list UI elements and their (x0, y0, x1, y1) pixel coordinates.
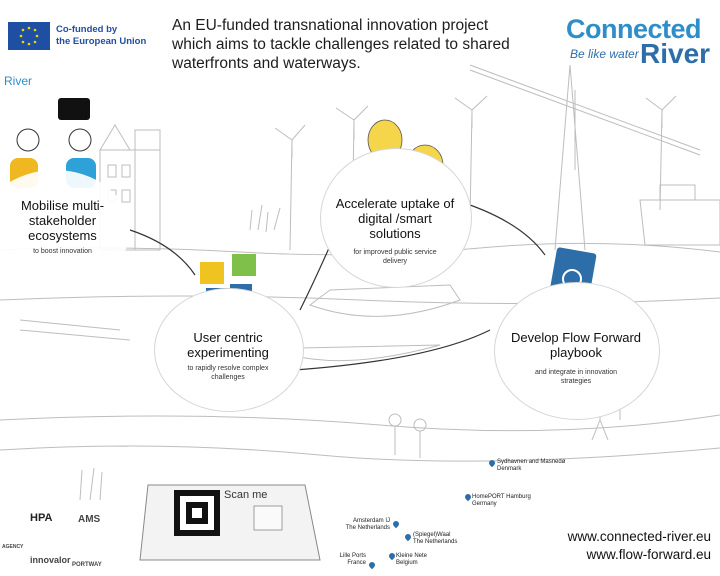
step-experimenting-title: User centric experimenting (187, 330, 269, 360)
step-mobilise-subtitle: to boost innovation (33, 248, 92, 255)
partner-logo-portway: PORTWAY (72, 562, 102, 568)
url-connected-river[interactable]: www.connected-river.eu (567, 529, 711, 544)
logo-word-connected: Connected (566, 14, 702, 44)
partner-logo-agency: AGENCY (2, 544, 24, 550)
location-sydhavnen: Sydhavnen and Masnedø Denmark (497, 459, 566, 472)
location-kleine-nete: Kleine Nete Belgium (396, 553, 428, 566)
logo-tagline: Be like water (570, 47, 639, 61)
location-amsterdam: Amsterdam IJ The Netherlands (345, 518, 390, 531)
eu-funding-line1: Co-funded by (56, 24, 118, 35)
partner-logo-innovalor: innovalor (30, 555, 71, 565)
step-experimenting-subtitle: to rapidly resolve complex challenges (187, 365, 269, 381)
scan-me-label: Scan me (224, 489, 268, 501)
step-accelerate-title: Accelerate uptake of digital /smart solutions (335, 196, 455, 241)
location-hamburg: HomePORT Hamburg Germany (472, 494, 531, 507)
logo-word-river: River (640, 38, 711, 69)
eu-funding-line2: the European Union (56, 36, 147, 47)
partner-logo-hpa: HPA (30, 512, 53, 524)
qr-code[interactable] (174, 490, 220, 536)
side-river-label: River (4, 74, 33, 88)
footer-links (531, 528, 711, 564)
url-flow-forward[interactable]: www.flow-forward.eu (586, 547, 711, 562)
location-waal: (Spiegel)Waal The Netherlands (413, 532, 458, 545)
step-playbook-title: Develop Flow Forward playbook (510, 330, 642, 360)
step-mobilise-title: Mobilise multi-stakeholder ecosystems (20, 198, 105, 243)
step-playbook-subtitle: and integrate in innovation strategies (534, 369, 618, 385)
project-intro: An EU-funded transnational innovation project which aims to tackle challenges related to shared waterfronts and waterways. (172, 17, 510, 72)
eu-flag-icon (8, 22, 50, 50)
partner-logo-ams: AMS (78, 514, 101, 525)
step-accelerate-subtitle: for improved public service delivery (353, 249, 437, 265)
location-lille: Lille Ports France (339, 553, 366, 566)
eu-funding-text (56, 24, 146, 48)
